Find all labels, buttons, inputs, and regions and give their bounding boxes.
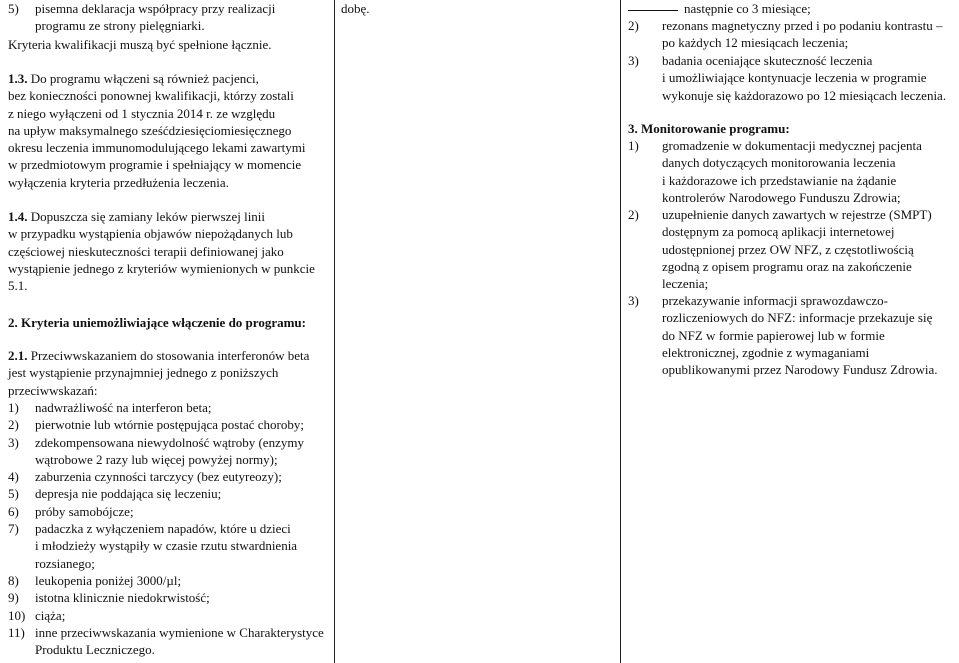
list-item-text: rozsianego; xyxy=(35,555,95,571)
criteria-note: Kryteria kwalifikacji muszą być spełnione łącznie. xyxy=(8,37,272,52)
list-item-text: padaczka z wyłączeniem napadów, które u dzieci xyxy=(35,521,291,537)
section-heading-2: 2. Kryteria uniemożliwiające włączenie do programu: xyxy=(8,315,306,330)
list-item-number: 11) xyxy=(8,624,25,640)
list-item-text: depresja nie poddająca się leczeniu; xyxy=(35,486,222,502)
list-item-text: próby samobójcze; xyxy=(35,503,134,519)
list-item xyxy=(8,468,326,485)
list-item-number: 1) xyxy=(8,400,19,415)
section-heading-3: 3. Monitorowanie programu: xyxy=(628,121,790,136)
column-divider xyxy=(620,0,621,663)
list-item-text: nadwrażliwość na interferon beta; xyxy=(35,400,212,415)
list-item-text: inne przeciwwskazania wymienione w Charakterystyce xyxy=(35,624,324,640)
list-item-number: 10) xyxy=(8,607,26,623)
list-item-text: wątrobowe 2 razy lub więcej powyżej normy); xyxy=(35,451,278,467)
section-2-1: 2.1. Przeciwwskazaniem do stosowania interferonów beta jest wystąpienie przynajmniej jednego z poniższych przeciwwskazań: xyxy=(8,348,310,398)
list-item-text: istotna klinicznie niedokrwistość; xyxy=(35,590,210,606)
list-item xyxy=(8,434,326,469)
list-item-text: zaburzenia czynności tarczycy (bez eutyreozy); xyxy=(35,469,282,485)
column-divider xyxy=(334,0,335,663)
list-item-text: ciąża; xyxy=(35,607,66,623)
list-item xyxy=(8,572,326,589)
list-item xyxy=(8,607,326,624)
list-item xyxy=(8,485,326,502)
cell-text: dobę. xyxy=(341,1,370,16)
list-item-number: 9) xyxy=(8,590,19,606)
list-item: 2) uzupełnienie danych zawartych w rejestrze (SMPT) dostępnym za pomocą aplikacji internetowej udostępnionej przez OW NFZ, z częstotliwością zgodną z opisem programu oraz na zakończenie leczenia; xyxy=(628,207,932,292)
list-item-number: 3) xyxy=(8,434,19,450)
list-item-number: 6) xyxy=(8,503,19,519)
section-1-3: 1.3. Do programu włączeni są również pacjenci, bez konieczności ponownej kwalifikacji, którzy zostali z niego wyłączeni od 1 stycznia 2014 r. ze względu na upływ maksymalnego sześćdziesięciomiesięcznego okresu leczenia immunomodulującego lekami zawartymi w przedmiotowym programie i spełniający w momencie wyłączenia kryteria przedłużenia leczenia. xyxy=(8,71,306,190)
list-item-number: 8) xyxy=(8,572,19,588)
list-item-number: 2) xyxy=(8,417,19,433)
list-item: 3) przekazywanie informacji sprawozdawczo- rozliczeniowych do NFZ: informacje przekazuje się do NFZ w formie papierowej lub w formie elektronicznej, zgodnie z wymaganiami opublikowanymi przez Narodowy Fundusz Zdrowia. xyxy=(628,293,938,378)
list-item-text: i młodzieży wystąpiły w czasie rzutu stwardnienia xyxy=(35,538,298,554)
dash-mark xyxy=(628,10,678,11)
list-item xyxy=(8,399,326,416)
list-item-number: 5) xyxy=(8,486,19,502)
list-item-text: Produktu Leczniczego. xyxy=(35,642,155,658)
list-item-text: zdekompensowana niewydolność wątroby (enzymy xyxy=(35,434,304,450)
list-item xyxy=(8,503,326,520)
list-item xyxy=(8,589,326,606)
list-item-text: leukopenia poniżej 3000/µl; xyxy=(35,572,182,588)
list-item xyxy=(8,520,326,572)
section-1-4: 1.4. Dopuszcza się zamiany leków pierwszej linii w przypadku wystąpienia objawów niepożądanych lub częściowej nieskuteczności terapii definiowanej jako wystąpienie jednego z kryteriów wymienionych w punkcie 5.1. xyxy=(8,209,315,294)
list-item: 5) pisemna deklaracja współpracy przy realizacji programu ze strony pielęgniarki. xyxy=(8,1,276,34)
column-middle xyxy=(341,0,387,17)
column-monitoring xyxy=(628,0,956,378)
list-item xyxy=(8,624,326,659)
list-item: 3) badania oceniające skuteczność leczenia i umożliwiające kontynuacje leczenia w programie wykonuje się każdorazowo po 12 miesiącach leczenia. xyxy=(628,53,947,103)
list-item xyxy=(8,416,326,433)
list-item-number: 4) xyxy=(8,469,19,485)
list-item-text: pierwotnie lub wtórnie postępująca postać choroby; xyxy=(35,417,304,433)
list-item: 1) gromadzenie w dokumentacji medycznej pacjenta danych dotyczących monitorowania leczenia i każdorazowe ich przedstawianie na żądanie kontrolerów Narodowego Funduszu Zdrowia; xyxy=(628,138,922,205)
list-item: 2) rezonans magnetyczny przed i po podaniu kontrastu – po każdych 12 miesiącach leczenia; xyxy=(628,18,943,51)
list-item-number: 7) xyxy=(8,521,19,537)
dash-item: następnie co 3 miesiące; xyxy=(628,0,956,17)
contraindications-list xyxy=(8,399,326,658)
